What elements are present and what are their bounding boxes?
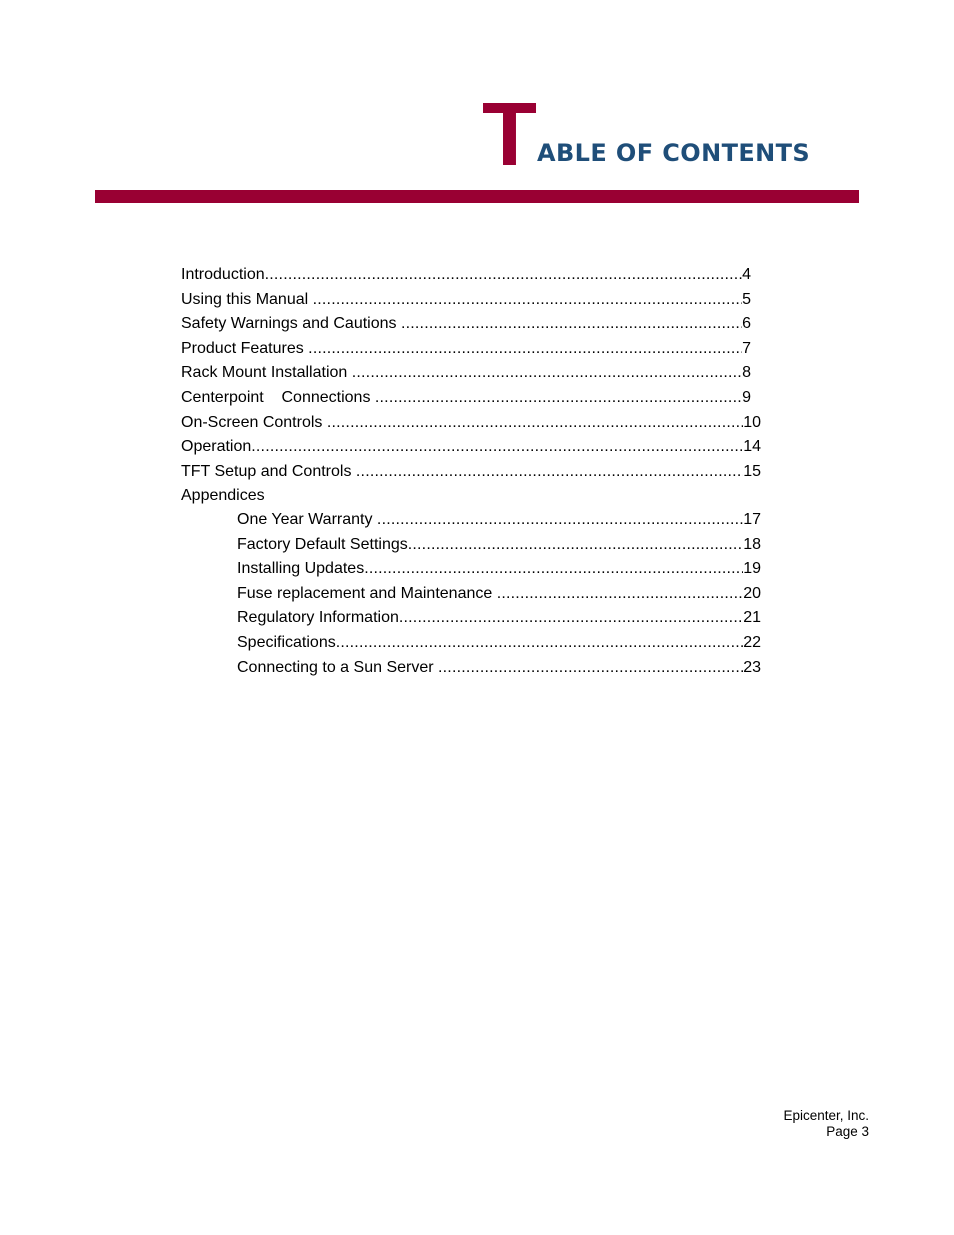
- toc-leader: [401, 313, 742, 335]
- toc-entry-page: 9: [742, 389, 751, 406]
- toc-entry-factory-defaults[interactable]: [237, 534, 761, 556]
- toc-entry-centerpoint-connections[interactable]: [181, 387, 751, 409]
- toc-entry-safety-warnings[interactable]: [181, 313, 751, 335]
- toc-entry-page: 20: [743, 584, 761, 602]
- toc-entry-page: 22: [743, 634, 761, 651]
- toc-entry-label: Introduction: [181, 266, 265, 283]
- toc-entry-regulatory[interactable]: [237, 607, 761, 629]
- toc-leader: [399, 607, 743, 629]
- page-footer: [783, 1108, 869, 1140]
- toc-entry-page: 17: [743, 511, 761, 528]
- toc-entry-label: Specifications: [237, 634, 336, 651]
- toc-entry-page: 6: [742, 315, 751, 333]
- toc-entry-label: TFT Setup and Controls: [181, 462, 356, 480]
- toc-leader: [313, 289, 742, 311]
- toc-leader: [352, 362, 742, 384]
- toc-entry-label: Using this Manual: [181, 290, 313, 308]
- toc-entry-label: Connecting to a Sun Server: [237, 658, 439, 676]
- toc-entry-page: 10: [743, 413, 761, 431]
- toc-entry-tft-setup[interactable]: [181, 461, 761, 483]
- toc-leader: [408, 534, 743, 556]
- toc-entry-label: Fuse replacement and Maintenance: [237, 584, 497, 602]
- toc-entry-rack-mount[interactable]: [181, 362, 751, 384]
- toc-entry-label: Regulatory Information: [237, 609, 399, 627]
- toc-entry-label: Product Features: [181, 339, 309, 357]
- toc-entry-page: 8: [742, 364, 751, 382]
- toc-entry-page: 7: [742, 339, 751, 357]
- toc-entry-fuse-replacement[interactable]: [237, 583, 761, 605]
- toc-heading-label: Appendices: [181, 487, 265, 505]
- toc-entry-on-screen-controls[interactable]: [181, 412, 761, 434]
- toc-entry-page: 14: [743, 438, 761, 456]
- toc-entry-product-features[interactable]: [181, 338, 751, 360]
- toc-entry-page: 15: [743, 462, 761, 480]
- toc-leader: [308, 338, 742, 360]
- toc-leader: [364, 558, 743, 580]
- toc-entry-label: Centerpoint Connections: [181, 389, 375, 406]
- toc-leader: [377, 509, 743, 531]
- toc-leader: [356, 461, 743, 483]
- toc-entry-label: Safety Warnings and Cautions: [181, 315, 401, 333]
- title-rest: ABLE OF CONTENTS: [537, 139, 811, 167]
- toc-leader: [375, 387, 742, 409]
- toc-entry-warranty[interactable]: [237, 509, 761, 531]
- toc-leader: [327, 412, 743, 434]
- title-initial: T: [482, 85, 537, 185]
- toc-appendices-heading: [181, 485, 481, 507]
- toc-leader: [251, 436, 743, 458]
- toc-leader: [265, 264, 742, 286]
- toc-entry-specifications[interactable]: [237, 632, 761, 654]
- toc-leader: [497, 583, 743, 605]
- title-divider: [95, 190, 859, 203]
- toc-entry-label: Installing Updates: [237, 560, 365, 578]
- toc-entry-introduction[interactable]: [181, 264, 751, 286]
- toc-entry-label: Rack Mount Installation: [181, 364, 352, 382]
- toc-entry-installing-updates[interactable]: [237, 558, 761, 580]
- toc-entry-using-this-manual[interactable]: [181, 289, 751, 311]
- toc-entry-page: 21: [743, 609, 761, 627]
- toc-entry-label: On-Screen Controls: [181, 413, 327, 431]
- toc-entry-page: 18: [743, 535, 761, 553]
- toc-leader: [438, 657, 743, 679]
- toc-entry-sun-server[interactable]: [237, 657, 761, 679]
- footer-company: Epicenter, Inc.: [783, 1108, 869, 1123]
- toc-entry-label: Factory Default Settings: [237, 535, 408, 553]
- toc-entry-page: 4: [742, 266, 751, 283]
- toc-entry-page: 23: [743, 658, 761, 676]
- toc-entry-page: 19: [743, 560, 761, 578]
- toc-entry-label: One Year Warranty: [237, 511, 377, 528]
- toc-entry-page: 5: [742, 290, 751, 308]
- footer-page-number: Page 3: [826, 1124, 869, 1139]
- toc-entry-label: Operation: [181, 438, 252, 456]
- toc-entry-operation[interactable]: [181, 436, 761, 458]
- toc-leader: [336, 632, 743, 654]
